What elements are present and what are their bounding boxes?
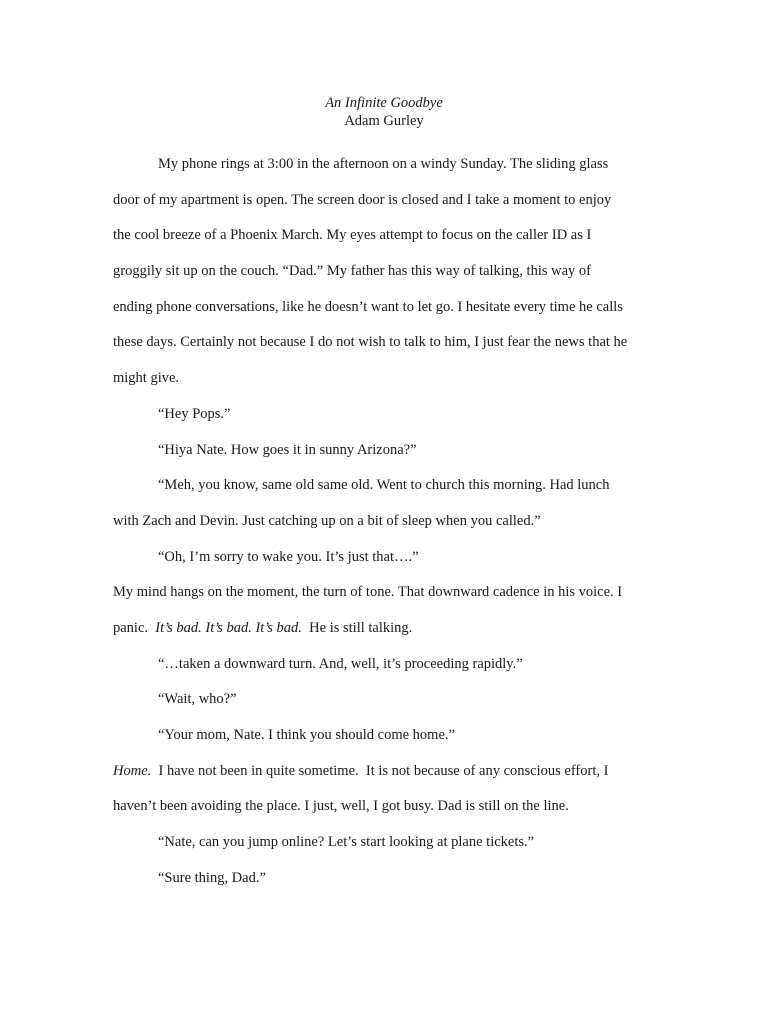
dialogue-text: “Wait, who?” — [158, 691, 237, 708]
emphasized-text: It’s bad. It’s bad. It’s bad. — [155, 619, 302, 636]
dialogue-line — [113, 861, 658, 897]
paragraph-opening — [113, 147, 658, 397]
dialogue-line — [113, 682, 658, 718]
paragraph-line — [113, 754, 658, 790]
paragraph-line: door of my apartment is open. The screen door is closed and I take a moment to enjoy — [113, 191, 612, 208]
paragraph-text: panic. — [113, 619, 156, 636]
emphasized-text: Home. — [113, 762, 152, 779]
dialogue-text: “Hey Pops.” — [158, 405, 231, 422]
paragraph-line: the cool breeze of a Phoenix March. My eyes attempt to focus on the caller ID as I — [113, 227, 592, 244]
dialogue-text: “Nate, can you jump online? Let’s start looking at plane tickets.” — [158, 834, 535, 851]
dialogue-line — [113, 397, 658, 433]
dialogue-line — [113, 468, 658, 539]
dialogue-line — [113, 647, 658, 683]
paragraph-line: haven’t been avoiding the place. I just, well, I got busy. Dad is still on the line. — [113, 798, 569, 815]
dialogue-text: “Oh, I’m sorry to wake you. It’s just that….” — [158, 548, 419, 565]
dialogue-line — [113, 433, 658, 469]
paragraph-line: these days. Certainly not because I do not wish to talk to him, I just fear the news that he — [113, 334, 628, 351]
dialogue-text: “Your mom, Nate. I think you should come home.” — [158, 727, 455, 743]
paragraph-line: might give. — [113, 370, 180, 387]
dialogue-text: “Meh, you know, same old same old. Went to church this morning. Had lunch — [158, 477, 610, 494]
paragraph-line: groggily sit up on the couch. “Dad.” My father has this way of talking, this way of — [113, 263, 591, 280]
dialogue-line — [113, 718, 658, 754]
dialogue-line — [113, 540, 658, 576]
paragraph-home — [113, 754, 658, 825]
dialogue-text: “Sure thing, Dad.” — [158, 869, 266, 886]
paragraph-line: ending phone conversations, like he doesn’t want to let go. I hesitate every time he calls — [113, 298, 623, 315]
dialogue-text: “…taken a downward turn. And, well, it’s proceeding rapidly.” — [158, 655, 523, 672]
story-title: An Infinite Goodbye — [325, 95, 443, 111]
paragraph-line: My phone rings at 3:00 in the afternoon on a windy Sunday. The sliding glass — [158, 156, 609, 172]
dialogue-text: “Hiya Nate. How goes it in sunny Arizona?” — [158, 441, 417, 458]
dialogue-text: with Zach and Devin. Just catching up on a bit of sleep when you called.” — [113, 512, 541, 529]
story-body — [113, 147, 658, 896]
paragraph-text: He is still talking. — [301, 619, 413, 636]
paragraph-panic — [113, 575, 658, 646]
paragraph-text: I have not been in quite sometime. It is not because of any conscious effort, I — [151, 762, 609, 779]
story-author: Adam Gurley — [344, 113, 424, 129]
paragraph-line: My mind hangs on the moment, the turn of tone. That downward cadence in his voice. I — [113, 584, 623, 601]
paragraph-line — [113, 611, 658, 647]
dialogue-line — [113, 825, 658, 861]
